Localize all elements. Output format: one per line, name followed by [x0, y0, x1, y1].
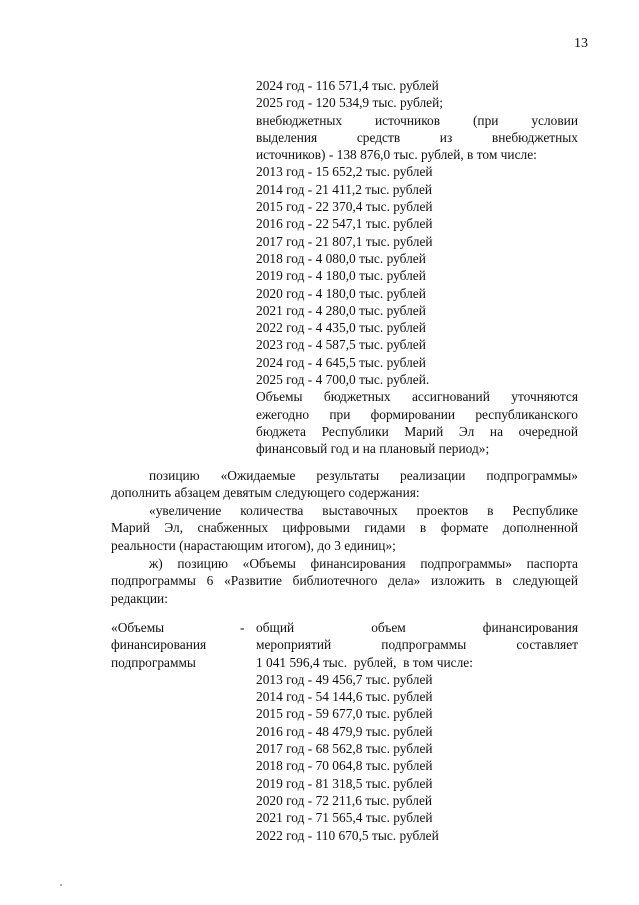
text-line: 2014 год - 21 411,2 тыс. рублей: [256, 181, 433, 197]
text-line: ежегодно при формировании республиканского: [256, 406, 578, 422]
text-line: выделения средств из внебюджетных: [256, 129, 578, 145]
text-line: 2018 год - 70 064,8 тыс. рублей: [256, 758, 433, 774]
text-line: 2025 год - 4 700,0 тыс. рублей.: [256, 372, 430, 388]
text-line: 2018 год - 4 080,0 тыс. рублей: [256, 250, 426, 266]
text-line: подпрограммы 6 «Развитие библиотечного дела» изложить в следующей: [111, 573, 578, 589]
text-line: бюджета Республики Марий Эл на очередной: [256, 423, 578, 439]
text-line: 2020 год - 72 211,6 тыс. рублей: [256, 792, 433, 808]
text-line: Марий Эл, снабженных цифровыми гидами в формате дополненной: [111, 520, 578, 536]
text-line: позицию «Ожидаемые результаты реализации подпрограммы»: [149, 468, 578, 483]
text-line: 2021 год - 4 280,0 тыс. рублей: [256, 302, 426, 318]
table-value-cell: [256, 619, 578, 844]
table-label-cell: [111, 619, 251, 671]
text-line: 2019 год - 4 180,0 тыс. рублей: [256, 268, 426, 284]
text-line: 2016 год - 48 479,9 тыс. рублей: [256, 723, 433, 739]
text-line: 2013 год - 15 652,2 тыс. рублей: [256, 164, 433, 180]
text-line: 2022 год - 4 435,0 тыс. рублей: [256, 320, 426, 336]
text-line: 2024 год - 116 571,4 тыс. рублей: [256, 78, 439, 93]
text-line: 2025 год - 120 534,9 тыс. рублей;: [256, 95, 443, 111]
text-line: 2014 год - 54 144,6 тыс. рублей: [256, 689, 433, 705]
text-line: 2017 год - 68 562,8 тыс. рублей: [256, 741, 433, 757]
text-line: финансовый год и на плановый период»;: [256, 441, 490, 457]
table-dash: -: [240, 620, 245, 635]
scan-speck: [60, 884, 62, 886]
text-line: 2023 год - 4 587,5 тыс. рублей: [256, 337, 426, 353]
top-funding-block: [256, 77, 578, 458]
text-line: 2015 год - 59 677,0 тыс. рублей: [256, 706, 433, 722]
text-line: источников) - 138 876,0 тыс. рублей, в том числе:: [256, 147, 537, 163]
text-line: подпрограммы: [111, 654, 196, 670]
text-line: 2013 год - 49 456,7 тыс. рублей: [256, 671, 433, 687]
text-line: «Объемы: [111, 620, 165, 635]
text-line: Объемы бюджетных ассигнований уточняются: [256, 389, 578, 405]
text-line: дополнить абзацем девятым следующего содержания:: [111, 485, 420, 501]
paragraph-quote: [111, 502, 578, 554]
text-line: 2021 год - 71 565,4 тыс. рублей: [256, 810, 433, 826]
text-line: 2024 год - 4 645,5 тыс. рублей: [256, 354, 426, 370]
text-line: мероприятий подпрограммы составляет: [256, 637, 578, 653]
text-line: внебюджетных источников (при условии: [256, 112, 578, 128]
paragraph-position-zh: [111, 555, 578, 607]
text-line: редакции:: [111, 590, 168, 606]
text-line: «увеличение количества выставочных проектов в Республике: [149, 503, 578, 518]
text-line: реальности (нарастающим итогом), до 3 единиц»;: [111, 537, 396, 553]
text-line: 2015 год - 22 370,4 тыс. рублей: [256, 199, 433, 215]
text-line: 2022 год - 110 670,5 тыс. рублей: [256, 827, 439, 843]
text-line: ж) позицию «Объемы финансирования подпрограммы» паспорта: [149, 556, 578, 571]
text-line: общий объем финансирования: [256, 620, 578, 635]
text-line: 2017 год - 21 807,1 тыс. рублей: [256, 233, 433, 249]
text-line: финансирования: [111, 637, 207, 653]
text-line: 2020 год - 4 180,0 тыс. рублей: [256, 285, 426, 301]
text-line: 1 041 596,4 тыс. рублей, в том числе:: [256, 654, 473, 670]
text-line: 2016 год - 22 547,1 тыс. рублей: [256, 216, 433, 232]
text-line: 2019 год - 81 318,5 тыс. рублей: [256, 775, 433, 791]
paragraph-expected-results: [111, 467, 578, 502]
page-number: 13: [574, 36, 588, 51]
